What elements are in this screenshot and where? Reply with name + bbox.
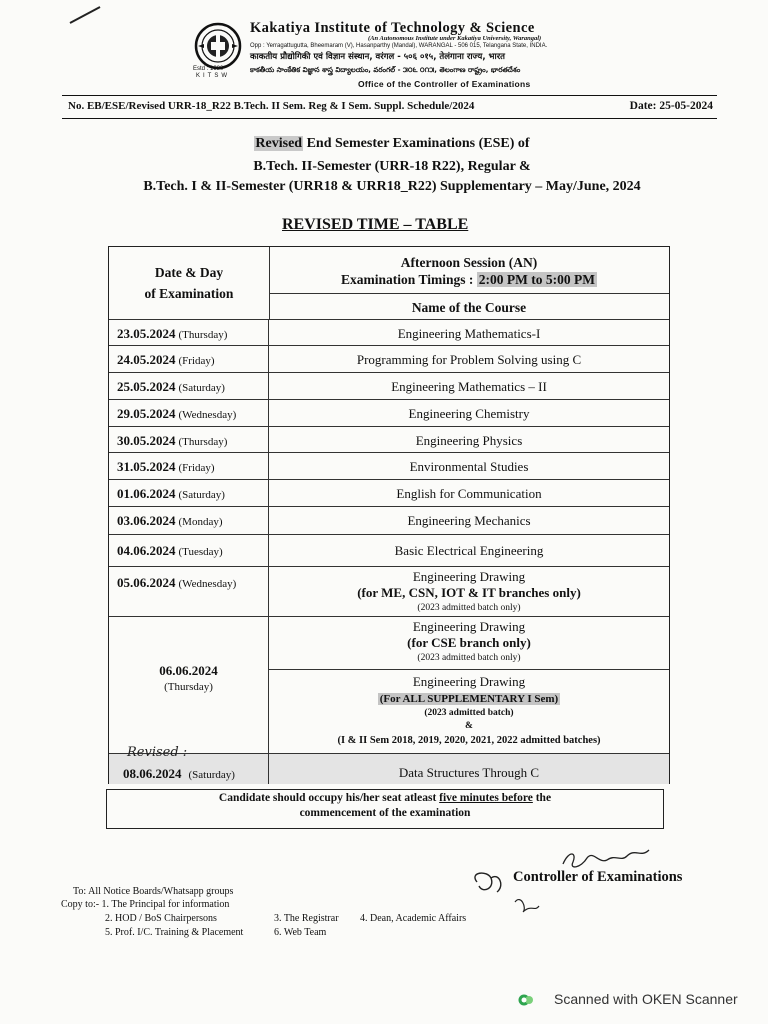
course-detail: (for ME, CSN, IOT & IT branches only) <box>357 585 581 600</box>
date-header-line-1: Date & Day <box>154 265 224 280</box>
logo-estd: Estd : 1980 <box>193 66 224 72</box>
table-row <box>109 506 669 535</box>
course-cell <box>269 346 669 373</box>
scanner-watermark: Scanned with OKEN Scanner <box>554 991 738 1007</box>
course-cell <box>269 754 669 784</box>
course-name: Engineering Chemistry <box>408 406 530 421</box>
course-name: Environmental Studies <box>409 459 529 474</box>
exam-day: (Tuesday) <box>178 546 223 558</box>
course-batch: (2023 admitted batch) <box>424 708 514 718</box>
date-cell <box>109 617 269 754</box>
exam-day: (Saturday) <box>178 489 225 501</box>
table-row <box>109 426 669 453</box>
course-cell <box>269 400 669 427</box>
course-name: Engineering Mathematics-I <box>397 326 541 341</box>
course-name: Engineering Physics <box>415 433 523 448</box>
page-subtitle: REVISED TIME – TABLE <box>282 216 469 233</box>
copy-item: 3. The Registrar <box>274 913 339 924</box>
table-row <box>109 534 669 567</box>
exam-date: 23.05.2024 <box>117 326 176 341</box>
date-column-header <box>109 247 270 319</box>
course-name: Basic Electrical Engineering <box>394 543 544 558</box>
course-name: Engineering Mechanics <box>407 513 531 528</box>
pen-mark <box>70 6 101 24</box>
date-cell <box>109 535 269 567</box>
exam-day: (Wednesday) <box>178 409 237 421</box>
reference-number: No. EB/ESE/Revised URR-18_R22 B.Tech. II Sem. Reg & I Sem. Suppl. Schedule/2024 <box>68 100 475 112</box>
course-header-text: Name of the Course <box>411 300 527 315</box>
course-cell <box>269 617 669 670</box>
timing-label: Examination Timings : <box>341 272 477 287</box>
date-cell <box>109 507 269 535</box>
course-batches: (I & II Sem 2018, 2019, 2020, 2021, 2022 admitted batches) <box>337 735 601 746</box>
course-column-header <box>269 293 669 320</box>
note-pre: Candidate should occupy his/her seat atleast <box>218 792 440 804</box>
course-batch: (2023 admitted batch only) <box>417 653 521 663</box>
exam-date: 01.06.2024 <box>117 486 176 501</box>
ampersand: & <box>465 721 473 731</box>
timing-value: 2:00 PM to 5:00 PM <box>478 272 595 287</box>
exam-day: (Friday) <box>178 355 215 367</box>
institute-name-telugu: కాకతీయ సాంకేతిక విజ్ఞాన శాస్త్ర విద్యాలయం, వరంగల్ - ౫౦౬ ౦౧౫, తెలంగాణ రాష్ట్రం, భారతదేశం <box>250 66 521 74</box>
exam-timings <box>269 272 669 288</box>
exam-date: 30.05.2024 <box>117 433 176 448</box>
exam-day: (Thursday) <box>164 681 213 693</box>
course-name: Engineering Drawing <box>412 674 526 689</box>
date-cell <box>109 453 269 480</box>
table-row <box>109 399 669 427</box>
exam-day: (Saturday) <box>188 769 235 781</box>
course-cell <box>269 453 669 480</box>
date-cell <box>109 400 269 427</box>
title-line-3: B.Tech. I & II-Semester (URR18 & URR18_R22) Supplementary – May/June, 2024 <box>143 179 641 194</box>
date-cell <box>109 320 269 346</box>
timetable <box>108 246 670 784</box>
exam-day: (Friday) <box>178 462 215 474</box>
copy-item: Copy to:- 1. The Principal for information <box>61 899 230 910</box>
table-row <box>109 319 669 346</box>
copy-item: 5. Prof. I/C. Training & Placement <box>105 927 244 938</box>
course-cell <box>269 373 669 400</box>
note-post: the <box>532 792 552 804</box>
reference-bar <box>62 95 717 119</box>
institute-logo-icon <box>194 22 242 70</box>
course-cell <box>269 320 669 346</box>
course-cell <box>269 567 669 617</box>
copy-item: 4. Dean, Academic Affairs <box>360 913 467 924</box>
table-row <box>109 345 669 373</box>
course-name: English for Communication <box>396 486 542 501</box>
date-cell <box>109 567 269 617</box>
exam-day: (Wednesday) <box>178 578 237 590</box>
copy-item: 6. Web Team <box>274 927 327 938</box>
date-cell <box>109 346 269 373</box>
exam-day: (Saturday) <box>178 382 225 394</box>
date-cell <box>109 427 269 453</box>
exam-date: 04.06.2024 <box>117 543 176 558</box>
table-row <box>109 452 669 480</box>
note-line-1 <box>107 792 663 804</box>
course-name: Engineering Mathematics – II <box>391 379 547 394</box>
exam-date: 25.05.2024 <box>117 379 176 394</box>
table-row <box>109 566 669 617</box>
course-cell <box>269 535 669 567</box>
scanner-logo-icon <box>518 992 534 1008</box>
course-detail: (for CSE branch only) <box>407 635 531 650</box>
exam-day: (Thursday) <box>178 436 228 448</box>
date-cell <box>109 480 269 507</box>
exam-date: 08.06.2024 <box>123 766 182 781</box>
course-name: Data Structures Through C <box>398 765 540 780</box>
table-row <box>109 479 669 507</box>
exam-date: 24.05.2024 <box>117 352 176 367</box>
course-cell <box>269 669 669 754</box>
course-cell <box>269 427 669 453</box>
revised-highlight: Revised <box>255 136 303 151</box>
course-name: Programming for Problem Solving using C <box>356 352 582 367</box>
exam-day: (Thursday) <box>178 329 228 341</box>
course-name: Engineering Drawing <box>412 569 526 584</box>
table-row <box>109 372 669 400</box>
institute-subtitle: (An Autonomous Institute under Kakatiya University, Warangal) <box>368 35 542 42</box>
course-cell <box>269 507 669 535</box>
exam-date: 03.06.2024 <box>117 513 176 528</box>
session-name: Afternoon Session (AN) <box>400 255 538 270</box>
office-title: Office of the Controller of Examinations <box>358 79 531 89</box>
exam-date: 29.05.2024 <box>117 406 176 421</box>
course-name: Engineering Drawing <box>412 619 526 634</box>
reference-date: Date: 25-05-2024 <box>629 100 713 112</box>
course-cell <box>269 480 669 507</box>
date-cell <box>109 745 269 784</box>
table-row <box>109 745 669 784</box>
logo-kitsw: KITSW <box>196 73 230 79</box>
table-row <box>109 616 669 754</box>
title-line-1-rest: End Semester Examinations (ESE) of <box>303 136 530 151</box>
session-header <box>269 247 669 293</box>
title-line-1 <box>8 136 768 152</box>
signatory-title: Controller of Examinations <box>513 869 683 885</box>
note-line-2: commencement of the examination <box>299 807 471 819</box>
supplementary-highlight: (For ALL SUPPLEMENTARY I Sem) <box>379 693 559 705</box>
copy-item: 2. HOD / BoS Chairpersons <box>105 913 217 924</box>
note-emphasis: five minutes before <box>439 792 533 804</box>
date-header-line-2: of Examination <box>144 286 234 301</box>
distribution-to: To: All Notice Boards/Whatsapp groups <box>73 886 234 897</box>
exam-date: 06.06.2024 <box>159 663 218 678</box>
course-batch: (2023 admitted batch only) <box>417 603 521 613</box>
exam-day: (Monday) <box>178 516 223 528</box>
institute-address: Opp : Yerragattugutta, Bheemaram (V), Hasanparthy (Mandal), WARANGAL - 506 015, Telangana State, INDIA. <box>250 43 548 49</box>
exam-date: 05.06.2024 <box>117 575 176 590</box>
institute-name: Kakatiya Institute of Technology & Science <box>250 20 535 36</box>
title-line-2: B.Tech. II-Semester (URR-18 R22), Regular & <box>253 159 531 174</box>
date-cell <box>109 373 269 400</box>
handwritten-revised: Revised : <box>127 745 188 760</box>
exam-date: 31.05.2024 <box>117 459 176 474</box>
seat-note <box>106 789 664 829</box>
institute-name-hindi: काकतीय प्रौद्योगिकी एवं विज्ञान संस्थान, वरंगल - ५०६ ०१५, तेलंगाना राज्य, भारत <box>250 52 506 62</box>
